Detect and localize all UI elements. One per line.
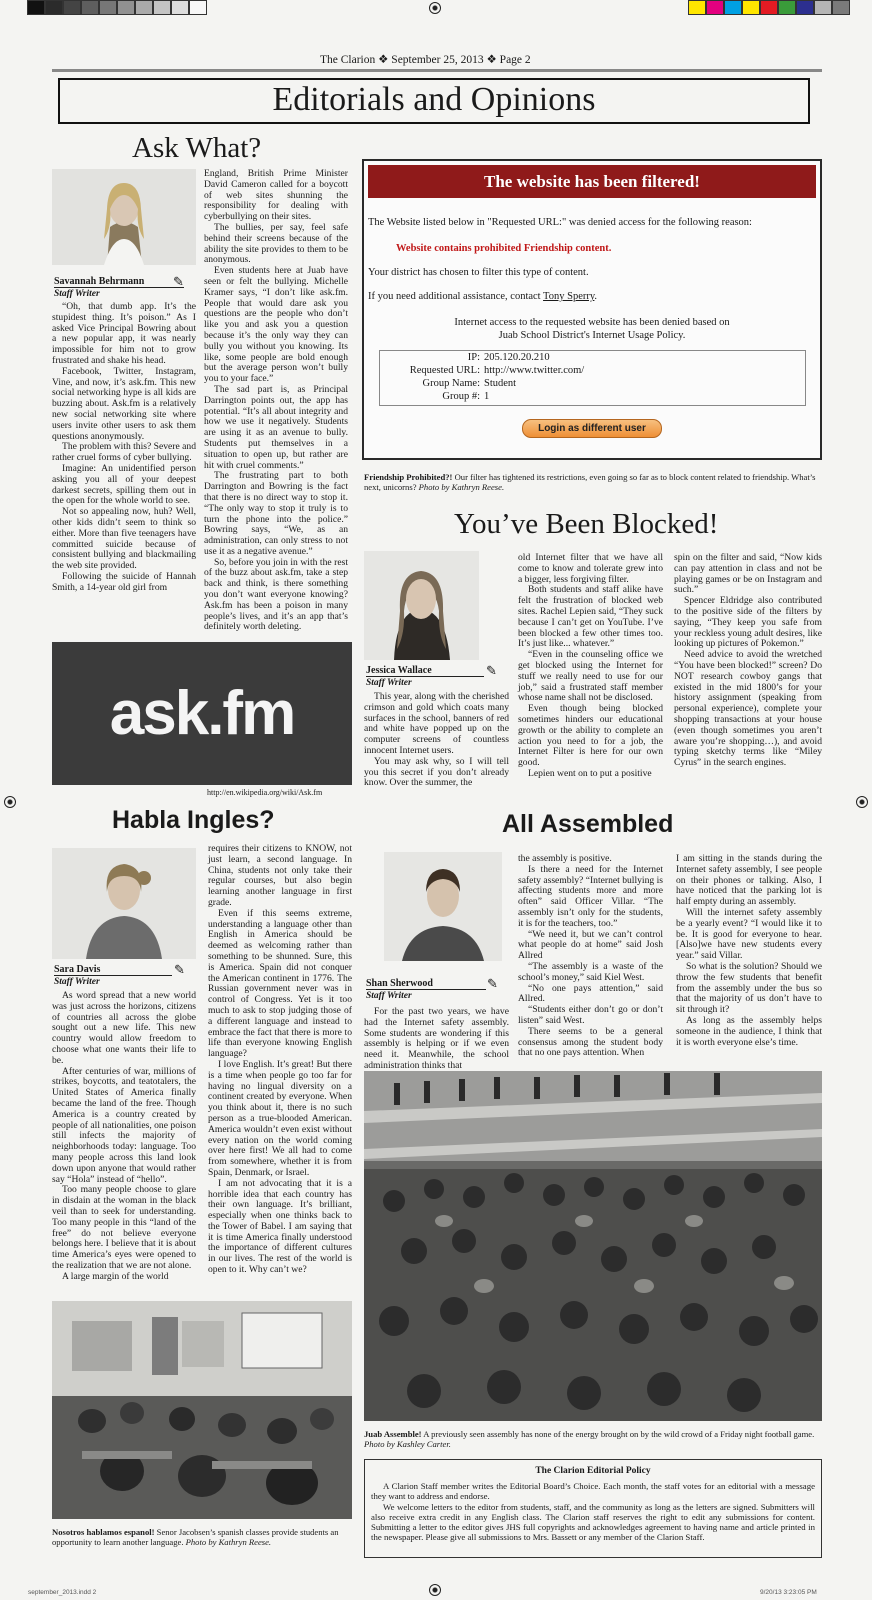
byline-role: Staff Writer: [366, 678, 412, 688]
registration-mark-right: [856, 796, 868, 808]
blocked-headline: You’ve Been Blocked!: [454, 508, 719, 540]
policy-paragraph-1: A Clarion Staff member writes the Editorial Board’s Choice. Each month, the staff votes for an editorial with a message they want to address and endorse.: [371, 1481, 815, 1502]
caption-credit: Photo by Kathryn Reese.: [185, 1537, 272, 1547]
paragraph: Spencer Eldridge also contributed to the positive side of the filters by saying, “They keep you safe from your reckless young adult desires, like looking up pictures of Pokemon.”: [674, 595, 822, 650]
caption-text: Our filter has tightened its restrictions, even going so far as to block content related to friendship. What’s next, unicorns?: [364, 472, 816, 492]
filter-title-bar: [368, 165, 816, 198]
paragraph: Will the internet safety assembly be a yearly event? “I would like it to be. It is good for everyone to hear. [Also]we have new students every year.” said Villar.: [676, 906, 822, 962]
paragraph: I love English. It’s great! But there is a time when people go too far for having no lingual diversity on a continent created by everyone. When you think about it, there is no such person as a true-blooded American. America wouldn’t even exist without every nation on the world coming over here first! We all had to come from somewhere, whether it is from Spain, Denmark, or Israel.: [208, 1058, 352, 1178]
section-title: Editorials and Opinions: [272, 81, 596, 118]
ask-what-byline: [54, 276, 184, 288]
assembled-byline: [366, 978, 486, 990]
paragraph: The sad part is, as Principal Darrington points out, the app has potential. “It’s all about integrity and how we use it negatively. Students are using it as an avenue to bully. Students put themselves in a situation to open up, but rather are hit with cruel comments.”: [204, 383, 348, 471]
paragraph: “Students either don’t go or don’t listen” said West.: [518, 1004, 663, 1026]
paragraph: A large margin of the world: [62, 1270, 169, 1282]
group-number-label: Group #:: [442, 391, 480, 402]
caption-bold: Friendship Prohibited?!: [364, 472, 453, 482]
paragraph: As word spread that a new world was just across the horizons, citizens of countries all across the globe sought out a new life. This new country would allow freedom to choose what one wants their life to be.: [52, 990, 196, 1066]
caption-credit: Photo by Kathryn Reese.: [418, 482, 505, 492]
assembled-column-1: [364, 1007, 509, 1072]
paragraph: England, British Prime Minister David Cameron called for a boycott of web sites shunning the responsibility for dealing with cyberbullying on their sites.: [204, 168, 348, 223]
paragraph: Not so appealing now, huh? Well, other kids didn’t seem to think so either. More than five teenagers have committed suicide because of consistent bullying and blackmailing the web site provided.: [52, 506, 196, 572]
filter-intro: The Website listed below in "Requested URL:" was denied access for the following reason:: [368, 217, 752, 228]
caption-bold: Juab Assemble!: [364, 1429, 422, 1439]
paragraph: The bullies, per say, feel safe behind their screens because of the ability the site provides to them to be anonymous.: [204, 221, 348, 266]
paragraph: I am sitting in the stands during the Internet safety assembly, I see people on their phones or talking. Also, I have noticed that the parking lot is half empty during an assembly.: [676, 853, 822, 908]
filter-policy: [364, 316, 820, 342]
assembled-caption: [364, 1429, 822, 1449]
byline-author: Shan Sherwood: [366, 978, 433, 989]
paragraph: Is there a need for the Internet safety assembly? “Internet bullying is affecting students more and more often” said Officer Villar. “The assembly isn’t only for the students, it is for the teachers, too.”: [518, 863, 663, 929]
paragraph: Following the suicide of Hannah Smith, a 14-year old girl from: [52, 570, 196, 593]
filter-assist: [368, 291, 597, 302]
paragraph: For the past two years, we have had the Internet safety assembly. Some students are wondering if this assembly is helping or if we even need it. Meanwhile, the school administration thinks that: [364, 1006, 509, 1071]
registration-mark-top: [429, 2, 441, 14]
filter-caption: [364, 472, 824, 492]
filter-assist-prefix: If you need additional assistance, contact: [368, 291, 544, 302]
policy-paragraph-2: We welcome letters to the editor from students, staff, and the community as long as the letters are signed. Submitters will also receive extra credit in any English class. The Clarion staff reserves the right to edit any submissions for content. Submitting a letter to the editor gives JHS full copyrights and acknowledges agreement to having name and article printed in the newspaper. Please give all submissions to Mrs. Bassett or any member of the Clarion Staff.: [371, 1501, 815, 1543]
ask-what-headline: Ask What?: [132, 132, 262, 164]
ask-what-column-1: [52, 302, 196, 594]
askfm-logo-panel: [52, 642, 352, 785]
paragraph: spin on the filter and said, “Now kids can pay attention in class and not be playing games or be on Instagram and such.”: [674, 552, 822, 596]
assembled-column-3: [676, 854, 822, 1048]
caption-text: A previously seen assembly has none of the energy brought on by the wild crowd of a Friday night football game.: [421, 1429, 815, 1439]
filter-policy-line1: Internet access to the requested website has been denied based on: [454, 317, 730, 328]
assembled-author-photo: [384, 852, 502, 961]
portrait-illustration: [52, 169, 196, 265]
filter-contact-link[interactable]: Tony Sperry: [543, 291, 595, 302]
byline-author: Sara Davis: [54, 964, 101, 975]
paragraph: Imagine: An unidentified person asking you all of your deepest darkest secrets, spilling them out in the open for the whole world to see.: [52, 462, 196, 507]
byline-author: Savannah Behrmann: [54, 276, 145, 287]
paragraph: old Internet filter that we have all come to know and tolerate grew into a bigger, less forgiving filter.: [518, 552, 663, 585]
blocked-column-3: [674, 553, 822, 769]
color-bar: [688, 0, 850, 15]
paragraph: Too many people choose to glare in disdain at the woman in the black veil than to seek for understanding. Too many people in this “land of the free” do not believe everyone belongs here. I believe that it is about time America’s eyes were opened to the realization that we are not alone.: [52, 1184, 196, 1271]
portrait-illustration: [384, 852, 502, 961]
crowd-illustration: [364, 1071, 822, 1421]
habla-byline: [54, 964, 172, 976]
group-number-value: 1: [484, 391, 490, 402]
filter-policy-line2: Juab School District's Internet Usage Policy.: [498, 330, 686, 341]
blocked-byline: [366, 665, 484, 677]
portrait-illustration: [52, 848, 196, 959]
ask-what-column-2: [204, 169, 348, 633]
paragraph: “Oh, that dumb app. It’s the stupidest thing. It’s poison.” As I asked Vice Principal Bowring about a new popular app, it was nearly impossible for him not to grow frustrated and shake his head.: [52, 301, 196, 366]
paragraph: Even though being blocked sometimes hinders our educational growth or the ability to complete an action you need to for a job, the Internet Filter is here for our own good.: [518, 703, 663, 769]
url-value: http://www.twitter.com/: [484, 365, 585, 376]
registration-mark-bottom: [429, 1584, 441, 1596]
footer-file: september_2013.indd 2: [28, 1589, 97, 1596]
policy-title: The Clarion Editorial Policy: [535, 1466, 651, 1476]
grayscale-bar: [27, 0, 207, 15]
paragraph: the assembly is positive.: [518, 853, 612, 864]
paragraph: After centuries of war, millions of strikes, boycotts, and teatotalers, the United States of America finally became the land of the free. Though America is a country created by people of all nationalities, one poison still infects the majority of neighborhoods today: language. Too many people across this land look down upon anyone that would rather say “Hola” instead of “hello”.: [52, 1065, 196, 1185]
habla-caption: [52, 1527, 352, 1547]
section-title-box: [58, 78, 810, 124]
caption-bold: Nosotros hablamos espanol!: [52, 1527, 155, 1537]
pen-icon: ✎: [173, 274, 184, 289]
group-value: Student: [484, 378, 517, 389]
filter-details-box: [379, 350, 806, 406]
habla-column-2: [208, 844, 352, 1276]
paragraph: As long as the assembly helps someone in the audience, I think that it is worth everyone else’s time.: [676, 1014, 822, 1048]
paragraph: “Even in the counseling office we get blocked using the Internet for stuff we really need to use for our job,” said a frustrated staff member whose name shall not be disclosed.: [518, 649, 663, 704]
paragraph: The problem with this? Severe and rather cruel forms of cyber bullying.: [52, 441, 197, 464]
paragraph: You may ask why, so I will tell you this secret if you don’t already know. Over the summer, the: [364, 755, 509, 789]
paragraph: The frustrating part to both Darrington and Bowring is the fact that there is no direct way to stop it. “The only way to stop it truly is to turn the phone into the police.” Bowring says, “We, as an administration, can only stress to not use it as a negative avenue.”: [204, 470, 348, 557]
filter-reason: Website contains prohibited Friendship content.: [396, 243, 612, 254]
paragraph: Even students here at Juab have seen or felt the bullying. Michelle Kramer says, “I don’t like ask.fm. People that would dare ask you questions are the people who don’t like you and ask you a question because it’s the only way they can bully you without you knowing. Its like, some people are bold enough but the average person won’t bully you to your face.”: [204, 265, 348, 385]
byline-author: Jessica Wallace: [366, 665, 432, 676]
blocked-author-photo: [364, 551, 479, 660]
paragraph: requires their citizens to KNOW, not just learn, a second language. In China, students not only take their regular courses, but also begin learning another language in first grade.: [208, 843, 352, 908]
spanish-class-photo: [52, 1301, 352, 1519]
paragraph: Facebook, Twitter, Instagram, Vine, and now, it’s ask.fm. This new social networking hype is all kids are buzzing about. Ask.fm is a relatively new social networking site where users invite other users to ask them questions anonymously.: [52, 365, 196, 442]
filter-district: Your district has chosen to filter this type of content.: [368, 267, 589, 278]
filter-screenshot: [362, 159, 822, 460]
paragraph: I am not advocating that it is a horrible idea that each country has their own language. It’s brilliant, especially when one thinks back to the Tower of Babel. I am saying that it is time America finally understood the importance of different cultures in our lives. The rest of the world is open to it. Why can’t we?: [208, 1177, 352, 1276]
assembled-column-2: [518, 854, 663, 1059]
paragraph: “No one pays attention,” said Allred.: [518, 982, 663, 1005]
pen-icon: ✎: [486, 663, 497, 678]
running-head: The Clarion ❖ September 25, 2013 ❖ Page 2: [320, 54, 531, 66]
paragraph: “We need it, but we can’t control what people do at home” said Josh Allred: [518, 928, 663, 962]
askfm-logo-text: ask.fm: [109, 679, 295, 748]
header-rule: [52, 69, 822, 72]
filter-assist-suffix: .: [594, 291, 598, 302]
ask-what-author-photo: [52, 169, 196, 265]
askfm-credit: http://en.wikipedia.org/wiki/Ask.fm: [207, 788, 323, 797]
assembly-crowd-photo: [364, 1071, 822, 1421]
url-label: Requested URL:: [409, 365, 480, 376]
byline-role: Staff Writer: [54, 977, 100, 987]
paragraph: Even if this seems extreme, understanding a language other than English in America should be deemed as welcoming rather than something to be shunned. Sure, this is America. Spain did not conquer the American continent in 1776. The Russian government never was in control of Congress. Yet is it too much to ask to stop judging those of a different language and instead to embrace the fact that there is more to life than everyone knowing English language?: [208, 907, 352, 1060]
paragraph: Need advice to avoid the wretched “You have been blocked!” screen? Do NOT research cowboy gangs that existed in the mid 1800’s for your history assignment (speaking from personal experience), complete your shopping transactions at your house (even though sometimes you aren’t aware you’re shopping…), and avoid typing sketchy terms like “Miley Cyrus” in the search engines.: [674, 649, 822, 769]
ip-value: 205.120.20.210: [484, 352, 550, 363]
registration-mark-left: [4, 796, 16, 808]
pen-icon: ✎: [487, 976, 498, 991]
paragraph: So what is the solution? Should we throw the few students that benefit from the assembly under the bus so that the majority of us don’t have to sit through it?: [676, 960, 822, 1016]
footer-stamp: 9/20/13 3:23:05 PM: [760, 1589, 817, 1596]
habla-headline: Habla Ingles?: [112, 806, 275, 834]
caption-credit: Photo by Kashley Carter.: [364, 1439, 451, 1449]
paragraph: So, before you join in with the rest of the buzz about ask.fm, take a step back and think, is there something you don’t want everyone knowing? Ask.fm has been a poison in many people’s lives, and it’s an app that’s definitely worth deleting.: [204, 556, 348, 633]
classroom-illustration: [52, 1301, 352, 1519]
byline-role: Staff Writer: [54, 289, 100, 299]
login-different-user-button[interactable]: Login as different user: [522, 419, 662, 438]
group-label: Group Name:: [422, 378, 480, 389]
ip-label: IP:: [467, 352, 480, 363]
pen-icon: ✎: [174, 962, 185, 977]
habla-author-photo: [52, 848, 196, 959]
filter-title: The website has been filtered!: [484, 172, 700, 191]
paragraph: Both students and staff alike have felt the frustration of blocked web sites. Rachel Lepien said, “They suck because I can’t get on YouTube. I’ve been blocked a few other times too. It’s just like... whatever.”: [518, 584, 663, 650]
blocked-column-1: [364, 692, 509, 789]
byline-role: Staff Writer: [366, 991, 412, 1001]
assembled-headline: All Assembled: [502, 810, 674, 838]
paragraph: This year, along with the cherished crimson and gold which coats many surfaces in the school, banners of red and white have popped up on the computer screens of countless innocent Internet users.: [364, 691, 509, 756]
paragraph: “The assembly is a waste of the school’s money,” said Kiel West.: [518, 960, 663, 983]
paragraph: There seems to be a general consensus among the student body that no one pays attention. When: [518, 1025, 663, 1059]
blocked-column-2: [518, 553, 663, 780]
habla-column-1: [52, 991, 196, 1283]
caption-text: Senor Jacobsen’s spanish classes provide students an opportunity to learn another language.: [52, 1527, 339, 1547]
paragraph: Lepien went on to put a positive: [528, 767, 652, 779]
editorial-policy-box: [364, 1459, 822, 1558]
portrait-illustration: [364, 551, 479, 660]
